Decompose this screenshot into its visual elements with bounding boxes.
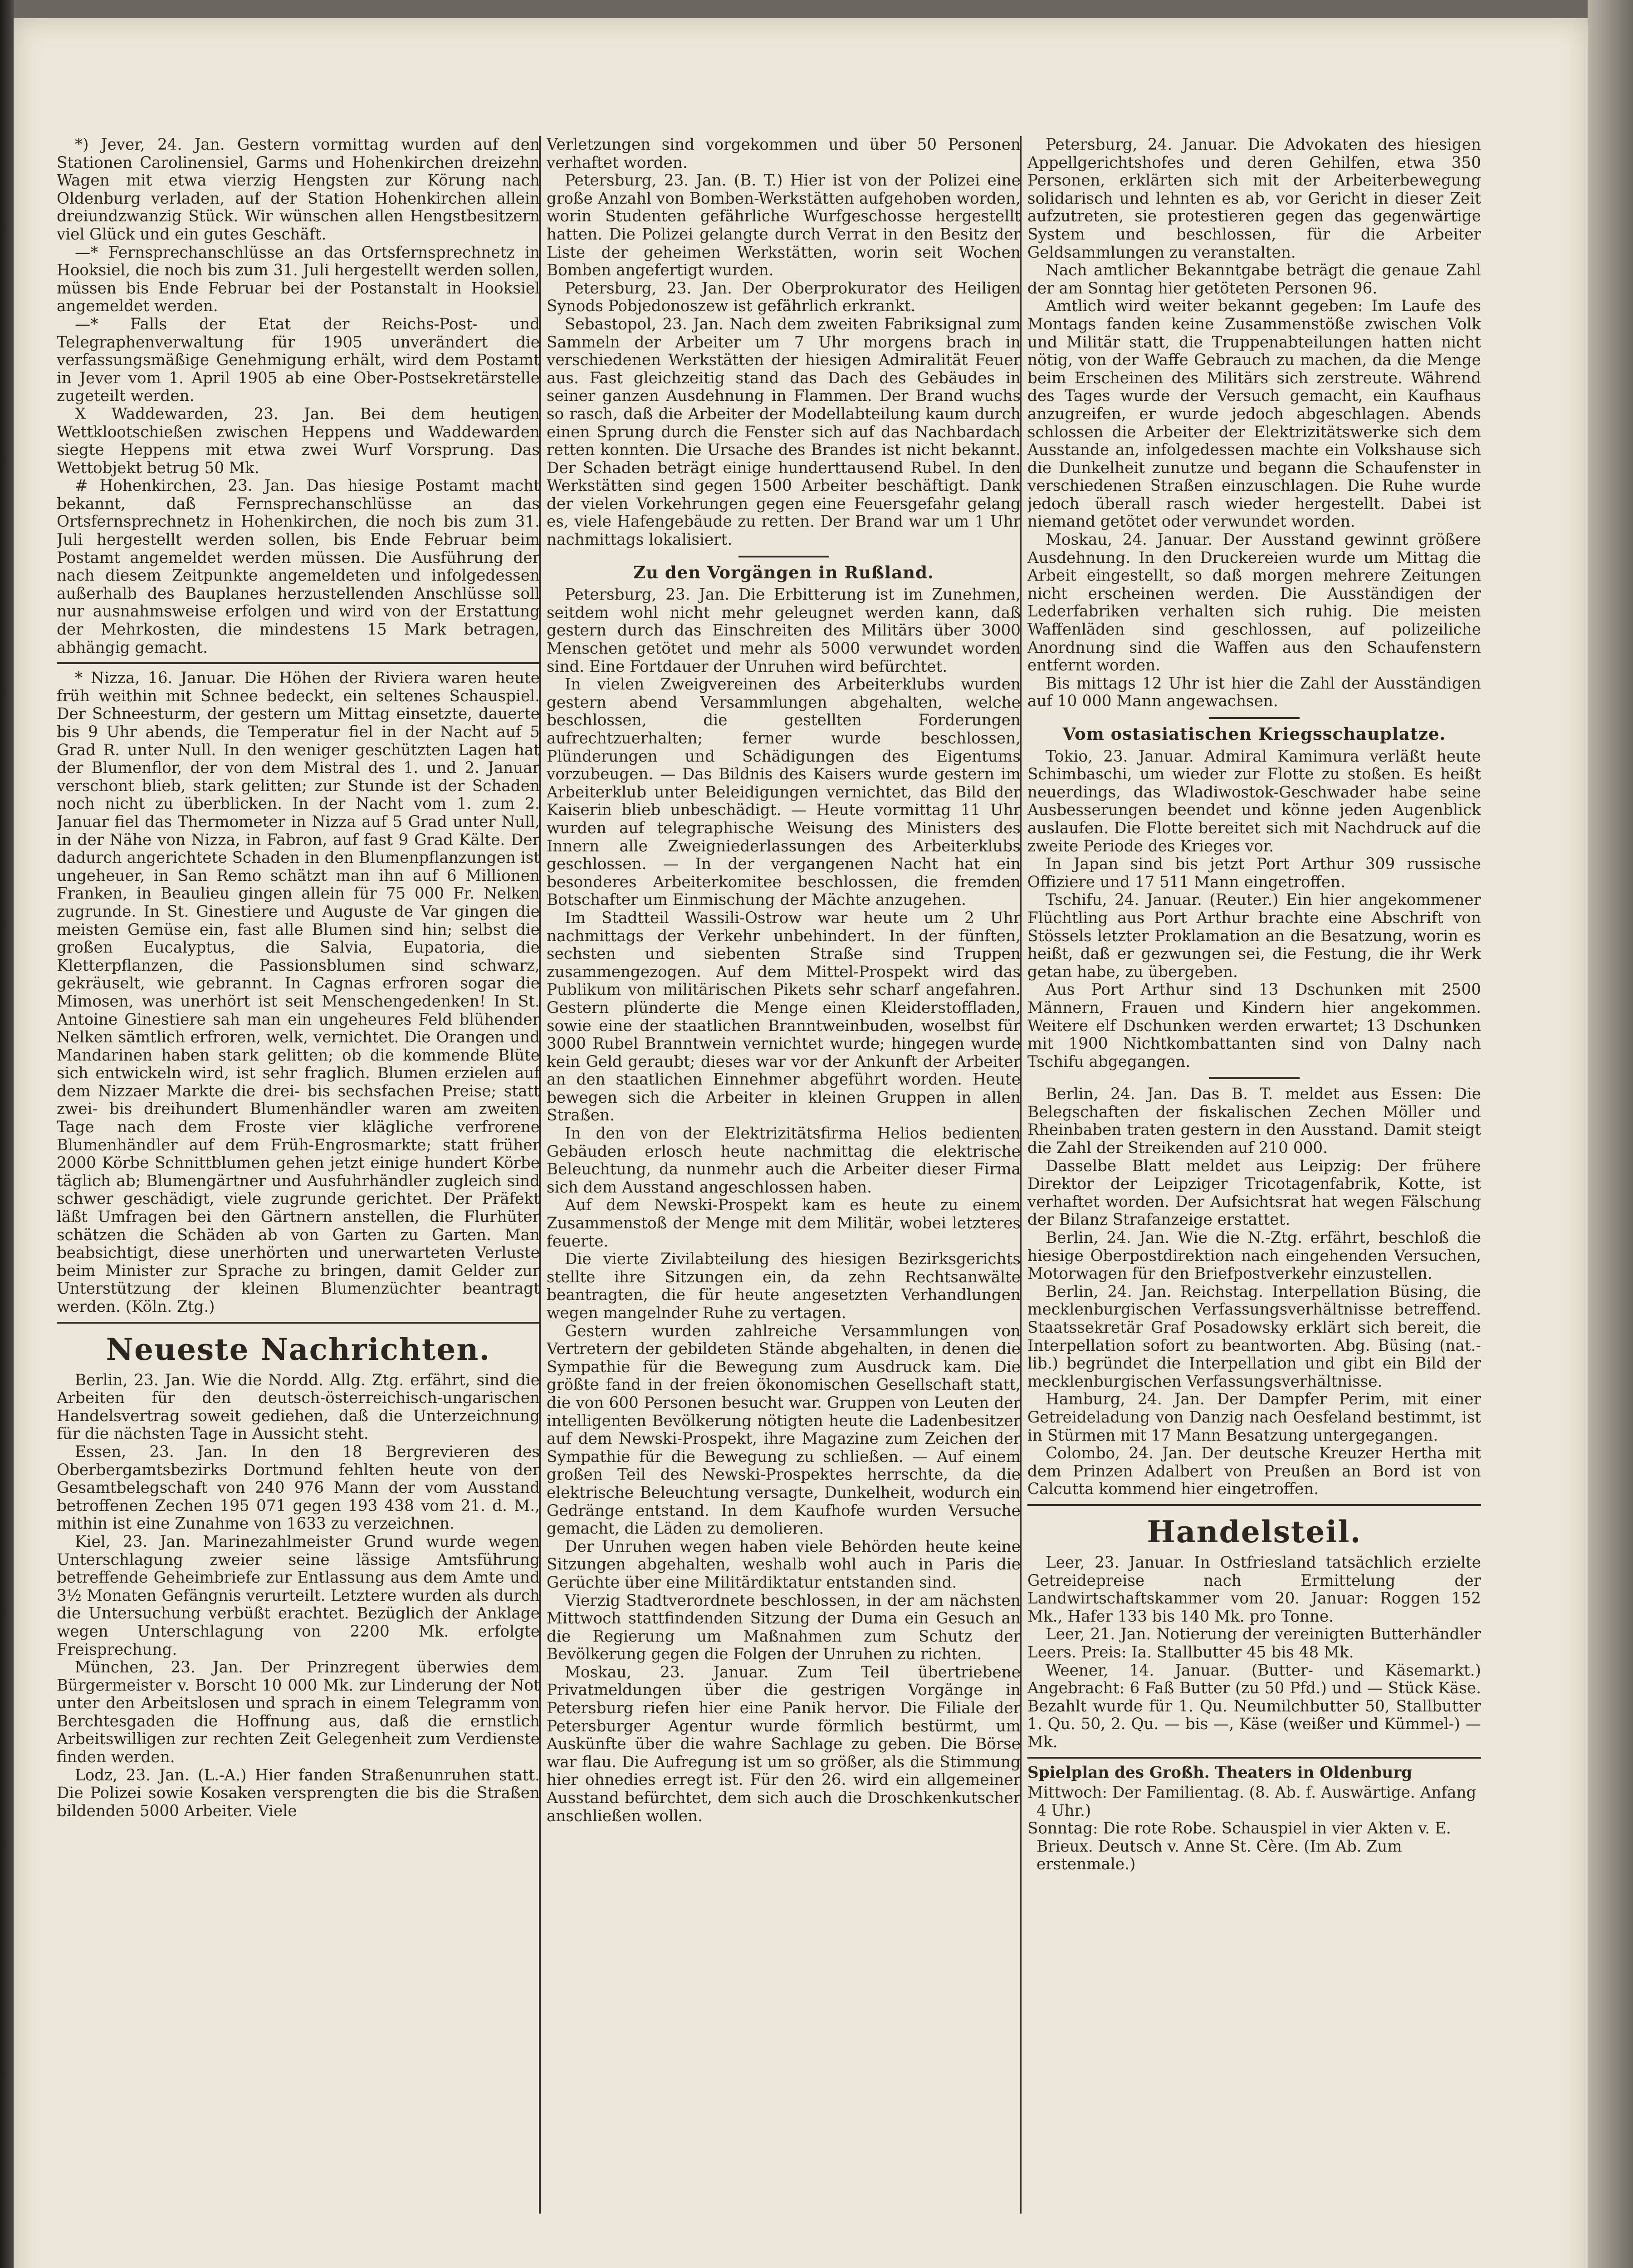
article-petersburg-erbitterung: Petersburg, 23. Jan. Die Erbitterung ist im Zunehmen, seitdem wohl nicht mehr geleugnet werden kann, daß gestern durch das Einschreiten des Militärs über 3000 Menschen getötet und mehr als 5000 verwundet worden sind. Eine Fortdauer der Unruhen wird befürchtet. bbox=[547, 586, 1021, 676]
book-edge-right bbox=[1588, 0, 1633, 2268]
market-weener: Weener, 14. Januar. (Butter- und Käsemarkt.) Angebracht: 6 Faß Butter (zu 50 Pfd.) und — Stück Käse. Bezahlt wurde für 1. Qu. Neumilchbutter 50, Stallbutter 1. Qu. 50, 2. Qu. — bis —, Käse (weißer und Kümmel-) — Mk. bbox=[1027, 1661, 1481, 1751]
article-berlin-motorwagen: Berlin, 24. Jan. Wie die N.-Ztg. erfährt, beschloß die hiesige Oberpostdirektion nach eingehenden Versuchen, Motorwagen für den Briefpostverkehr einzustellen. bbox=[1027, 1229, 1481, 1283]
article-bezirksgericht: Die vierte Zivilabteilung des hiesigen Bezirksgerichts stellte ihre Sitzungen ein, da zehn Rechtsanwälte beantragten, die für heute angesetzten Verhandlungen wegen mangelnder Ruhe zu vertagen. bbox=[547, 1250, 1021, 1322]
section-divider bbox=[57, 662, 540, 664]
news-kiel: Kiel, 23. Jan. Marinezahlmeister Grund wurde wegen Unterschlagung zweier seine lässige Amtsführung betreffende Geheimbriefe zur Entlassung aus dem Amte und 3½ Monaten Gefängnis verurteilt. Letztere wurden als durch die Untersuchung verbüßt erachtet. Bezüglich der Anklage wegen Unterschlagung von 2200 Mk. erfolgte Freisprechung. bbox=[57, 1532, 540, 1659]
article-newski: Auf dem Newski-Prospekt kam es heute zu einem Zusammenstoß der Menge mit dem Militär, wobei letzteres feuerte. bbox=[547, 1196, 1021, 1251]
article-hamburg: Hamburg, 24. Jan. Der Dampfer Perim, mit einer Getreideladung von Danzig nach Oesfeland bestimmt, ist in Stürmen mit 17 Mann Besatzung untergegangen. bbox=[1027, 1390, 1481, 1445]
section-divider bbox=[57, 1322, 540, 1324]
article-amtlich: Amtlich wird weiter bekannt gegeben: Im Laufe des Montags fanden keine Zusammenstöße zwischen Volk und Militär statt, die Truppenabteilungen hatten nicht nötig, von der Waffe Gebrauch zu machen, da die Menge beim Erscheinen des Militärs sich zerstreute. Während des Tages wurde der Versuch gemacht, ein Kaufhaus anzugreifen, er wurde jedoch abgeschlagen. Abends schlossen die Arbeiter der Elektrizitätswerke sich dem Ausstande an, infolgedessen machte ein Volkshause sich die Dunkelheit zunutze und begann die Schaufenster in verschiedenen Straßen einzuschlagen. Die Ruhe wurde jedoch überall rasch wieder hergestellt. Dabei ist niemand getötet oder verwundet worden. bbox=[1027, 297, 1481, 531]
article-waddewarden: X Waddewarden, 23. Jan. Bei dem heutigen Wettklootschießen zwischen Heppens und Waddewarden siegte Heppens mit etwa zwei Wurf Vorsprung. Das Wettobjekt betrug 50 Mk. bbox=[57, 405, 540, 477]
article-wassili-ostrow: Im Stadtteil Wassili-Ostrow war heute um 2 Uhr nachmittags der Verkehr unbehindert. In der fünften, sechsten und siebenten Straße sind Truppen zusammengezogen. Auf dem Mittel-Prospekt wird das Publikum von militärischen Pikets sehr scharf angefahren. Gestern plünderte die Menge einen Kleiderstoffladen, sowie eine der staatlichen Branntweinbuden, woselbst für 3000 Rubel Branntwein vernichtet wurde; hingegen wurde kein Geld geraubt; dieses war vor der Ankunft der Arbeiter an den staatlichen Einnehmer abgeführt worden. Heute bewegen sich die Arbeiter in kleinen Gruppen in allen Straßen. bbox=[547, 909, 1021, 1125]
section-heading-russland: Zu den Vorgängen in Rußland. bbox=[633, 562, 934, 582]
article-jever: *) Jever, 24. Jan. Gestern vormittag wurden auf den Stationen Carolinensiel, Garms und Hohenkirchen dreizehn Wagen mit etwa vierzig Hengsten zur Körung nach Oldenburg verladen, auf der Station Hohenkirchen allein dreiundzwanzig Stück. Wir wünschen allen Hengstbesitzern viel Glück und ein gutes Geschäft. bbox=[57, 136, 540, 244]
article-reichstag: Berlin, 24. Jan. Reichstag. Interpellation Büsing, die mecklenburgischen Verfassungsverhältnisse betreffend. Staatssekretär Graf Posadowsky erklärt sich bereit, die Interpellation sofort zu beantworten. Abg. Büsing (nat.-lib.) begründet die Interpellation und gibt ein Bild der mecklenburgischen Verfassungsverhältnisse. bbox=[1027, 1282, 1481, 1391]
article-hohenkirchen: # Hohenkirchen, 23. Jan. Das hiesige Postamt macht bekannt, daß Fernsprechanschlüsse an das Ortsfernsprechnetz in Hohenkirchen, die noch bis zum 31. Juli hergestellt werden sollen, bis Ende Februar beim Postamt angemeldet werden müssen. Die Ausführung der nach diesem Zeitpunkte angemeldeten und infolgedessen außerhalb des Bauplanes herzustellenden Anschlüsse soll nur ausnahmsweise erfolgen und wird von der Erstattung der Mehrkosten, die mindestens 15 Mark betragen, abhängig gemacht. bbox=[57, 477, 540, 657]
article-moskau-panik: Moskau, 23. Januar. Zum Teil übertriebene Privatmeldungen über die gestrigen Vorgänge in Petersburg riefen hier eine Panik hervor. Die Filiale der Petersburger Agentur wurde förmlich bestürmt, um Auskünfte über die wahre Sachlage zu geben. Die Börse war flau. Die Aufregung ist um so größer, als die Stimmung hier ohnedies erregt ist. Für den 26. wird ein allgemeiner Ausstand befürchtet, dem sich auch die Droschkenkutscher anschließen wollen. bbox=[547, 1663, 1021, 1825]
article-helios: In den von der Elektrizitätsfirma Helios bedienten Gebäuden erlosch heute nachmittag die elektrische Beleuchtung, da nunmehr auch die Arbeiter dieser Firma sich dem Ausstand angeschlossen haben. bbox=[547, 1124, 1021, 1197]
spielplan-mittwoch: Mittwoch: Der Familientag. (8. Ab. f. Auswärtige. Anfang 4 Uhr.) bbox=[1027, 1784, 1477, 1820]
short-divider bbox=[1209, 717, 1300, 719]
article-petersburg-synod: Petersburg, 23. Jan. Der Oberprokurator des Heiligen Synods Pobjedonoszew ist gefährlich erkrankt. bbox=[547, 279, 1021, 316]
news-essen: Essen, 23. Jan. In den 18 Bergrevieren des Oberbergamtsbezirks Dortmund fehlten heute von der Gesamtbelegschaft von 240 976 Mann der vom Ausstand betroffenen Zechen 195 071 gegen 193 438 vom 21. d. M., mithin ist eine Zunahme von 1633 zu verzeichnen. bbox=[57, 1442, 540, 1533]
column-3 bbox=[1027, 136, 1481, 2223]
spielplan-title: Spielplan des Großh. Theaters in Oldenburg bbox=[1027, 1764, 1413, 1782]
article-japan-gefangene: In Japan sind bis jetzt Port Arthur 309 russische Offiziere und 17 511 Mann eingetroffen. bbox=[1027, 855, 1481, 891]
article-fernsprech-hooksiel: —* Fernsprechanschlüsse an das Ortsfernsprechnetz in Hooksiel, die noch bis zum 31. Juli hergestellt werden sollen, müssen bis Ende Februar bei der Postanstalt in Hooksiel angemeldet werden. bbox=[57, 243, 540, 316]
article-getoetete: Nach amtlicher Bekanntgabe beträgt die genaue Zahl der am Sonntag hier getöteten Personen 96. bbox=[1027, 261, 1481, 298]
section-heading-neueste-nachrichten: Neueste Nachrichten. bbox=[106, 1331, 491, 1367]
article-tokio: Tokio, 23. Januar. Admiral Kamimura verläßt heute Schimbaschi, um wieder zur Flotte zu stoßen. Es heißt neuerdings, das Wladiwostok-Geschwader habe seine Ausbesserungen beendet und könne jeden Augenblick auslaufen. Die Flotte bereitet sich mit Nachdruck auf die zweite Periode des Krieges vor. bbox=[1027, 747, 1481, 855]
article-stadtverordnete: Vierzig Stadtverordnete beschlossen, in der am nächsten Mittwoch stattfindenden Sitzung der Duma ein Gesuch an die Regierung um Maßnahmen zum Schutz der Bevölkerung gegen die Folgen der Unruhen zu richten. bbox=[547, 1591, 1021, 1664]
news-muenchen: München, 23. Jan. Der Prinzregent überwies dem Bürgermeister v. Borscht 10 000 Mk. zur Linderung der Not unter den Arbeitslosen und sprach in einem Telegramm von Berchtesgaden die Hoffnung aus, daß die ernstlich Arbeitswilligen zur rechten Zeit Gelegenheit zum Verdienste finden werden. bbox=[57, 1658, 540, 1767]
section-heading-handelsteil: Handelsteil. bbox=[1147, 1514, 1362, 1549]
article-petersburg-advokaten: Petersburg, 24. Januar. Die Advokaten des hiesigen Appellgerichtshofes und deren Gehilfen, etwa 350 Personen, erklärten sich mit der Arbeiterbewegung solidarisch und lehnten es ab, vor Gericht in dieser Zeit aufzutreten, sie protestieren gegen das gegenwärtige System und beschlossen, für die Arbeiter Geldsammlungen zu veranstalten. bbox=[1027, 136, 1481, 262]
article-lodz-continued: Verletzungen sind vorgekommen und über 50 Personen verhaftet worden. bbox=[547, 136, 1021, 172]
news-lodz: Lodz, 23. Jan. (L.-A.) Hier fanden Straßenunruhen statt. Die Polizei sowie Kosaken versprengten die bis die Straßen bildenden 5000 Arbeiter. Viele bbox=[57, 1766, 540, 1820]
short-divider bbox=[738, 556, 829, 557]
book-edge-left bbox=[0, 0, 14, 2268]
article-petersburg-bomben: Petersburg, 23. Jan. (B. T.) Hier ist von der Polizei eine große Anzahl von Bomben-Werkstätten aufgehoben worden, worin Studenten gefährliche Wurfgeschosse hergestellt hatten. Die Polizei gelangte durch Verrat in den Besitz der Liste der geheimen Werkstätten, worin seit Wochen Bomben angefertigt wurden. bbox=[547, 171, 1021, 280]
spielplan-sonntag: Sonntag: Die rote Robe. Schauspiel in vier Akten v. E. Brieux. Deutsch v. Anne St. Cère. (Im Ab. Zum erstenmale.) bbox=[1027, 1819, 1451, 1874]
market-leer-getreide: Leer, 23. Januar. In Ostfriesland tatsächlich erzielte Getreidepreise nach Ermittelung der Landwirtschaftskammer vom 20. Januar: Roggen 152 Mk., Hafer 133 bis 140 Mk. pro Tonne. bbox=[1027, 1553, 1481, 1626]
short-divider bbox=[1209, 1077, 1300, 1079]
article-sebastopol: Sebastopol, 23. Jan. Nach dem zweiten Fabriksignal zum Sammeln der Arbeiter um 7 Uhr morgens brach in verschiedenen Werkstätten der hiesigen Admiralität Feuer aus. Fast gleichzeitig stand das Dach des Gebäudes in seiner ganzen Ausdehnung in Flammen. Der Brand wuchs so rasch, daß die Arbeiter der Modellabteilung kaum durch einen Sprung durch die Fenster sich auf das Nachbardach retten konnten. Die Ursache des Brandes ist nicht bekannt. Der Schaden beträgt einige hunderttausend Rubel. In den Werkstätten sind gegen 1500 Arbeiter beschäftigt. Dank der vielen Vorkehrungen gegen eine Feuersgefahr gelang es, viele Hafengebäude zu retten. Der Brand war um 1 Uhr nachmittags lokalisiert. bbox=[547, 315, 1021, 549]
article-berlin-essen: Berlin, 24. Jan. Das B. T. meldet aus Essen: Die Belegschaften der fiskalischen Zechen Möller und Rheinbaben traten gestern in den Ausstand. Damit steigt die Zahl der Streikenden auf 210 000. bbox=[1027, 1085, 1481, 1158]
market-leer-butter: Leer, 21. Jan. Notierung der vereinigten Butterhändler Leers. Preis: Ia. Stallbutter 45 bis 48 Mk. bbox=[1027, 1625, 1481, 1662]
news-berlin-handelsvertrag: Berlin, 23. Jan. Wie die Nordd. Allg. Ztg. erfährt, sind die Arbeiten für den deutsch-österreichisch-ungarischen Handelsvertrag soweit gediehen, daß die Unterzeichnung für die nächsten Tage in Aussicht steht. bbox=[57, 1371, 540, 1443]
article-colombo: Colombo, 24. Jan. Der deutsche Kreuzer Hertha mit dem Prinzen Adalbert von Preußen an Bord ist von Calcutta kommend hier eingetroffen. bbox=[1027, 1444, 1481, 1499]
article-versammlungen: Gestern wurden zahlreiche Versammlungen von Vertretern der gebildeten Stände abgehalten, in denen die Sympathie für die Bewegung zum Ausdruck kam. Die größte fand in der freien ökonomischen Gesellschaft statt, die von 600 Personen besucht war. Gruppen von Leuten der intelligenten Bevölkerung nötigten heute die Ladenbesitzer auf dem Newski-Prospekt, ihre Magazine zum Zeichen der Sympathie für die Bewegung zu schließen. — Auf einem großen Teil des Newski-Prospektes herrschte, da die elektrische Beleuchtung versagte, Dunkelheit, wodurch ein Gedränge entstand. In dem Kaufhofe wurden Versuche gemacht, die Läden zu demolieren. bbox=[547, 1322, 1021, 1538]
article-behoerden: Der Unruhen wegen haben viele Behörden heute keine Sitzungen abgehalten, weshalb wohl auch in Paris die Gerüchte über eine Militärdiktatur entstanden sind. bbox=[547, 1537, 1021, 1592]
section-divider bbox=[1027, 1757, 1481, 1759]
column-2 bbox=[547, 136, 1021, 2223]
column-1 bbox=[57, 136, 540, 2223]
article-arbeiterklubs: In vielen Zweigvereinen des Arbeiterklubs wurden gestern abend Versammlungen abgehalten, welche beschlossen, die gestellten Forderungen aufrechtzuerhalten; ferner wurde beschlossen, Plünderungen und Schädigungen des Eigentums vorzubeugen. — Das Bildnis des Kaisers wurde gestern im Arbeiterklub unter Beleidigungen vernichtet, das Bild der Kaiserin blieb unbeschädigt. — Heute vormittag 11 Uhr wurden auf telegraphische Weisung des Ministers des Innern alle Zweigniederlassungen des Arbeiterklubs geschlossen. — In der vergangenen Nacht hat ein besonderes Arbeiterkomitee beschlossen, die fremden Botschafter um Einmischung der Mächte anzugehen. bbox=[547, 675, 1021, 909]
article-nizza: * Nizza, 16. Januar. Die Höhen der Riviera waren heute früh weithin mit Schnee bedeckt, ein seltenes Schauspiel. Der Schneesturm, der gestern um Mittag einsetzte, dauerte bis 9 Uhr abends, die Temperatur fiel in der Nacht auf 5 Grad R. unter Null. In den weniger geschützten Lagen hat der Blumenflor, der von dem Mistral des 1. und 2. Januar verschont blieb, stark gelitten; zur Stunde ist der Schaden noch nicht zu überblicken. In der Nacht vom 1. zum 2. Januar fiel das Thermometer in Nizza auf 5 Grad unter Null, in der Nähe von Nizza, in Fabron, auf fast 9 Grad Kälte. Der dadurch angerichtete Schaden in den Blumenpflanzungen ist ungeheuer, in San Remo schätzt man ihn auf 6 Millionen Franken, in Beaulieu gingen allein für 75 000 Fr. Nelken zugrunde. In St. Ginestiere und Auguste de Var gingen die meisten Gemüse ein, fast alle Blumen sind hin; selbst die großen Eucalyptus, die Salvia, Eupatoria, die Kletterpflanzen, die Passionsblumen sind schwarz, gekräuselt, wie gebrannt. In Cagnas erfroren sogar die Mimosen, was unerhört ist seit Menschengedenken! In St. Antoine Ginestiere sah man ein ungeheures Feld blühender Nelken sämtlich erfroren, welk, vernichtet. Die Orangen und Mandarinen haben stark gelitten; ob die kommende Blüte sich entwickeln wird, ist sehr fraglich. Blumen erzielen auf dem Nizzaer Markte die drei- bis sechsfachen Preise; statt zwei- bis dreihundert Blumenhändler waren am zweiten Tage nach dem Froste vier klägliche verfrorene Blumenhändler auf dem Früh-Engrosmarkte; statt früher 2000 Körbe Schnittblumen gehen jetzt einige hundert Körbe täglich ab; Blumengärtner und Ausfuhrhändler zugleich sind schwer geschädigt, viele zugrunde gerichtet. Der Präfekt läßt Umfragen bei den Gärtnern anstellen, die Flurhüter schätzen die Schäden ab von Garten zu Garten. Man beabsichtigt, diese unerhörten und unerwarteten Verluste beim Minister zur Sprache zu bringen, damit Gelder zur Unterstützung der kleinen Blumenzüchter beantragt werden. (Köln. Ztg.) bbox=[57, 669, 540, 1316]
article-leipzig: Dasselbe Blatt meldet aus Leipzig: Der frühere Direktor der Leipziger Tricotagenfabrik, Kotte, ist verhaftet worden. Der Aufsichtsrat hat wegen Fälschung der Bilanz Strafanzeige erstattet. bbox=[1027, 1157, 1481, 1229]
article-tschifu: Tschifu, 24. Januar. (Reuter.) Ein hier angekommener Flüchtling aus Port Arthur brachte eine Abschrift von Stössels letzter Proklamation an die Besatzung, worin es heißt, daß er gezwungen sei, die Festung, die ihr Werk getan habe, zu übergeben. bbox=[1027, 891, 1481, 981]
article-moskau-ausstand: Moskau, 24. Januar. Der Ausstand gewinnt größere Ausdehnung. In den Druckereien wurde um Mittag die Arbeit eingestellt, so daß morgen mehrere Zeitungen nicht erscheinen werden. Die Ausständigen der Lederfabriken verhalten sich ruhig. Die meisten Waffenläden sind geschlossen, auf polizeiliche Anordnung sind die Waffen aus den Schaufenstern entfernt worden. bbox=[1027, 531, 1481, 675]
article-postetat: —* Falls der Etat der Reichs-Post- und Telegraphenverwaltung für 1905 unverändert die verfassungsmäßige Genehmigung erhält, wird dem Postamt in Jever vom 1. April 1905 ab eine Ober-Postsekretärstelle zugeteilt werden. bbox=[57, 315, 540, 406]
section-heading-kriegsschauplatz: Vom ostasiatischen Kriegsschauplatze. bbox=[1062, 724, 1446, 744]
section-divider bbox=[1027, 1504, 1481, 1506]
article-dschunken: Aus Port Arthur sind 13 Dschunken mit 2500 Männern, Frauen und Kindern hier angekommen. Weitere elf Dschunken werden erwartet; 13 Dschunken mit 1900 Nichtkombattanten sind von Dalny nach Tschifu abgegangen. bbox=[1027, 981, 1481, 1071]
article-ausstaendige: Bis mittags 12 Uhr ist hier die Zahl der Ausständigen auf 10 000 Mann angewachsen. bbox=[1027, 674, 1481, 711]
